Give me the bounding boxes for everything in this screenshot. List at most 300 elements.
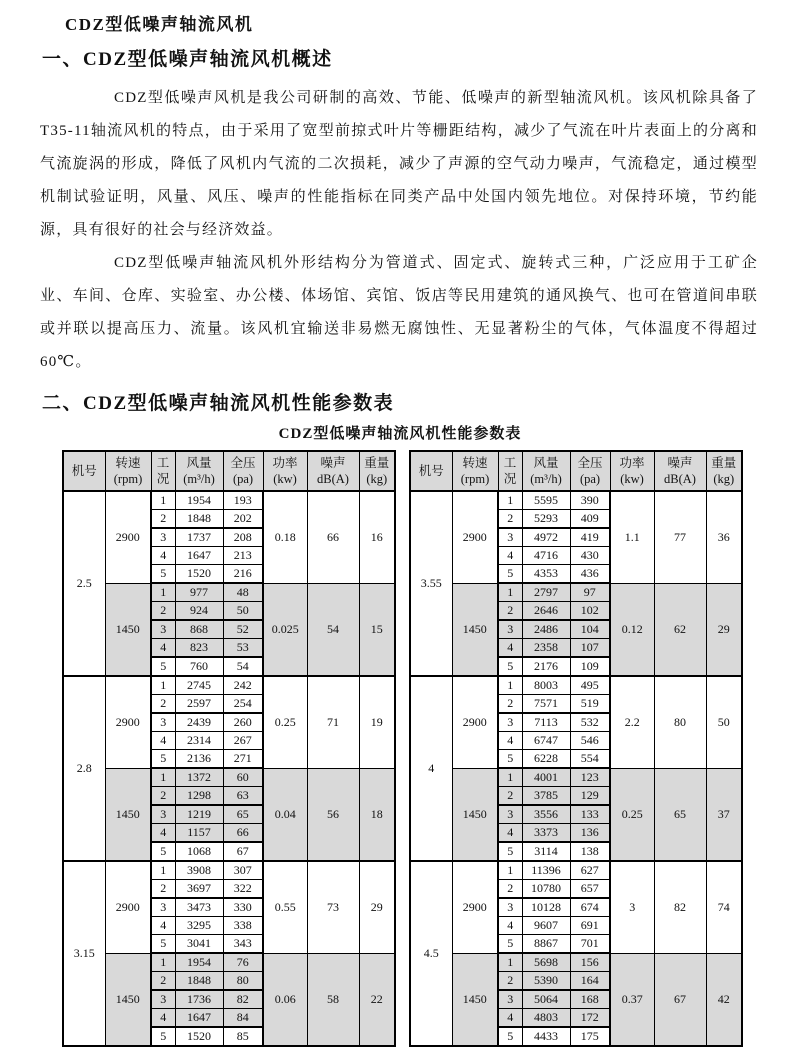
power-cell: 1.1 <box>610 491 654 583</box>
condition-cell: 1 <box>151 953 175 972</box>
pressure-cell: 436 <box>570 565 610 584</box>
model-cell: 3.15 <box>63 861 105 1046</box>
column-header-line2: (rpm) <box>113 472 143 486</box>
flow-cell: 3785 <box>522 787 570 806</box>
weight-cell: 15 <box>359 583 395 676</box>
condition-cell: 1 <box>151 768 175 787</box>
pressure-cell: 102 <box>570 602 610 621</box>
speed-cell: 2900 <box>452 491 498 583</box>
pressure-cell: 322 <box>223 880 263 899</box>
speed-cell: 1450 <box>105 953 151 1046</box>
pressure-cell: 330 <box>223 898 263 917</box>
condition-cell: 1 <box>498 491 522 510</box>
condition-cell: 2 <box>151 787 175 806</box>
condition-cell: 3 <box>498 898 522 917</box>
column-header-line1: 重量 <box>711 455 737 470</box>
condition-cell: 5 <box>498 1027 522 1046</box>
condition-cell: 2 <box>498 880 522 899</box>
column-header <box>263 451 307 491</box>
pressure-cell: 67 <box>223 842 263 861</box>
power-cell: 0.55 <box>263 861 307 953</box>
condition-cell: 2 <box>498 510 522 529</box>
pressure-cell: 172 <box>570 1009 610 1028</box>
flow-cell: 1372 <box>175 768 223 787</box>
condition-cell: 5 <box>498 750 522 769</box>
pressure-cell: 554 <box>570 750 610 769</box>
column-header-line2: (kg) <box>713 472 735 486</box>
condition-cell: 5 <box>151 935 175 954</box>
flow-cell: 8867 <box>522 935 570 954</box>
section2-heading: 二、CDZ型低噪声轴流风机性能参数表 <box>42 393 395 414</box>
column-header-line1: 噪声 <box>667 455 693 470</box>
flow-cell: 1736 <box>175 990 223 1009</box>
speed-cell: 2900 <box>452 861 498 953</box>
power-cell: 0.04 <box>263 768 307 861</box>
condition-cell: 1 <box>151 583 175 602</box>
condition-cell: 2 <box>151 880 175 899</box>
pressure-cell: 338 <box>223 917 263 935</box>
flow-cell: 8003 <box>522 676 570 695</box>
noise-cell: 58 <box>307 953 359 1046</box>
power-cell: 0.25 <box>263 676 307 768</box>
pressure-cell: 271 <box>223 750 263 769</box>
pressure-cell: 52 <box>223 620 263 639</box>
column-header <box>63 451 105 491</box>
condition-cell: 4 <box>498 917 522 935</box>
pressure-cell: 701 <box>570 935 610 954</box>
condition-cell: 4 <box>498 1009 522 1028</box>
condition-cell: 2 <box>498 695 522 714</box>
flow-cell: 11396 <box>522 861 570 880</box>
condition-cell: 5 <box>498 657 522 676</box>
column-header <box>359 451 395 491</box>
column-header <box>498 451 522 491</box>
pressure-cell: 495 <box>570 676 610 695</box>
flow-cell: 5390 <box>522 972 570 991</box>
speed-cell: 1450 <box>452 953 498 1046</box>
noise-cell: 80 <box>654 676 706 768</box>
flow-cell: 5064 <box>522 990 570 1009</box>
weight-cell: 16 <box>359 491 395 583</box>
model-cell: 3.55 <box>410 491 452 676</box>
condition-cell: 2 <box>151 695 175 714</box>
column-header-line1: 噪声 <box>320 455 346 470</box>
section1-heading: 一、CDZ型低噪声轴流风机概述 <box>42 49 333 70</box>
noise-cell: 56 <box>307 768 359 861</box>
noise-cell: 73 <box>307 861 359 953</box>
flow-cell: 1954 <box>175 953 223 972</box>
pressure-cell: 260 <box>223 713 263 732</box>
condition-cell: 1 <box>498 861 522 880</box>
speed-cell: 1450 <box>452 768 498 861</box>
table-row <box>63 491 395 510</box>
flow-cell: 2176 <box>522 657 570 676</box>
condition-cell: 3 <box>498 620 522 639</box>
condition-cell: 5 <box>498 935 522 954</box>
flow-cell: 5293 <box>522 510 570 529</box>
pressure-cell: 343 <box>223 935 263 954</box>
condition-cell: 1 <box>498 768 522 787</box>
column-header-line1: 全压 <box>577 455 603 470</box>
table-row <box>63 676 395 695</box>
condition-cell: 1 <box>151 861 175 880</box>
flow-cell: 1954 <box>175 491 223 510</box>
flow-cell: 3041 <box>175 935 223 954</box>
column-header-line2: 况 <box>503 472 517 486</box>
pressure-cell: 307 <box>223 861 263 880</box>
flow-cell: 1520 <box>175 565 223 584</box>
flow-cell: 1848 <box>175 972 223 991</box>
flow-cell: 2314 <box>175 732 223 750</box>
overview-paragraph-1: CDZ型低噪声风机是我公司研制的高效、节能、低噪声的新型轴流风机。该风机除具备了T35-11轴流风机的特点，由于采用了宽型前掠式叶片等栅距结构，减少了气流在叶片表面上的分离和气流旋涡的形成，降低了风机内气流的二次损耗，减少了声源的空气动力噪声，气流稳定，通过模型机制试验证明，风量、风压、噪声的性能指标在同类产品中处国内领先地位。对保持环境，节约能源，具有很好的社会与经济效益。 <box>40 90 758 238</box>
column-header <box>522 451 570 491</box>
table-row <box>410 676 742 695</box>
table-caption: CDZ型低噪声轴流风机性能参数表 <box>278 426 522 442</box>
speed-cell: 1450 <box>452 583 498 676</box>
table-row <box>410 491 742 510</box>
column-header-line1: 功率 <box>619 455 645 470</box>
condition-cell: 3 <box>498 805 522 824</box>
performance-table-left <box>62 450 396 1047</box>
column-header <box>452 451 498 491</box>
flow-cell: 2646 <box>522 602 570 621</box>
model-cell: 4.5 <box>410 861 452 1046</box>
noise-cell: 62 <box>654 583 706 676</box>
condition-cell: 2 <box>498 787 522 806</box>
noise-cell: 67 <box>654 953 706 1046</box>
pressure-cell: 546 <box>570 732 610 750</box>
column-header <box>706 451 742 491</box>
column-header-line1: 机号 <box>418 463 444 478</box>
table-row <box>63 583 395 602</box>
flow-cell: 4353 <box>522 565 570 584</box>
condition-cell: 4 <box>151 547 175 565</box>
weight-cell: 50 <box>706 676 742 768</box>
flow-cell: 868 <box>175 620 223 639</box>
weight-cell: 22 <box>359 953 395 1046</box>
flow-cell: 4716 <box>522 547 570 565</box>
model-cell: 2.5 <box>63 491 105 676</box>
condition-cell: 3 <box>151 620 175 639</box>
pressure-cell: 519 <box>570 695 610 714</box>
pressure-cell: 138 <box>570 842 610 861</box>
speed-cell: 2900 <box>105 861 151 953</box>
condition-cell: 3 <box>151 898 175 917</box>
flow-cell: 2136 <box>175 750 223 769</box>
pressure-cell: 109 <box>570 657 610 676</box>
flow-cell: 2797 <box>522 583 570 602</box>
pressure-cell: 419 <box>570 528 610 547</box>
weight-cell: 36 <box>706 491 742 583</box>
pressure-cell: 208 <box>223 528 263 547</box>
pressure-cell: 242 <box>223 676 263 695</box>
flow-cell: 10780 <box>522 880 570 899</box>
table-row <box>410 768 742 787</box>
condition-cell: 1 <box>151 491 175 510</box>
pressure-cell: 627 <box>570 861 610 880</box>
condition-cell: 4 <box>498 639 522 658</box>
power-cell: 0.06 <box>263 953 307 1046</box>
pressure-cell: 133 <box>570 805 610 824</box>
condition-cell: 3 <box>151 990 175 1009</box>
header-row <box>63 451 395 491</box>
pressure-cell: 390 <box>570 491 610 510</box>
pressure-cell: 254 <box>223 695 263 714</box>
condition-cell: 3 <box>498 990 522 1009</box>
column-header-line2: dB(A) <box>664 472 696 486</box>
column-header <box>151 451 175 491</box>
condition-cell: 3 <box>498 713 522 732</box>
flow-cell: 1219 <box>175 805 223 824</box>
column-header-line2: (m³/h) <box>530 472 562 486</box>
condition-cell: 1 <box>151 676 175 695</box>
column-header <box>410 451 452 491</box>
flow-cell: 2745 <box>175 676 223 695</box>
model-cell: 4 <box>410 676 452 861</box>
table-row <box>63 953 395 972</box>
flow-cell: 2597 <box>175 695 223 714</box>
pressure-cell: 76 <box>223 953 263 972</box>
column-header <box>105 451 151 491</box>
power-cell: 2.2 <box>610 676 654 768</box>
pressure-cell: 202 <box>223 510 263 529</box>
flow-cell: 3697 <box>175 880 223 899</box>
flow-cell: 6228 <box>522 750 570 769</box>
speed-cell: 1450 <box>105 583 151 676</box>
condition-cell: 2 <box>151 602 175 621</box>
flow-cell: 924 <box>175 602 223 621</box>
pressure-cell: 532 <box>570 713 610 732</box>
performance-table-right-mount <box>409 450 743 1047</box>
power-cell: 0.37 <box>610 953 654 1046</box>
weight-cell: 37 <box>706 768 742 861</box>
pressure-cell: 193 <box>223 491 263 510</box>
condition-cell: 4 <box>151 1009 175 1028</box>
column-header-line2: dB(A) <box>317 472 349 486</box>
condition-cell: 3 <box>151 805 175 824</box>
pressure-cell: 129 <box>570 787 610 806</box>
table-row <box>410 953 742 972</box>
flow-cell: 7113 <box>522 713 570 732</box>
condition-cell: 2 <box>498 972 522 991</box>
condition-cell: 3 <box>151 528 175 547</box>
column-header-line2: (kg) <box>366 472 388 486</box>
condition-cell: 4 <box>151 639 175 658</box>
pressure-cell: 50 <box>223 602 263 621</box>
flow-cell: 1520 <box>175 1027 223 1046</box>
power-cell: 0.025 <box>263 583 307 676</box>
pressure-cell: 216 <box>223 565 263 584</box>
flow-cell: 2358 <box>522 639 570 658</box>
pressure-cell: 80 <box>223 972 263 991</box>
table-row <box>410 583 742 602</box>
pressure-cell: 84 <box>223 1009 263 1028</box>
speed-cell: 2900 <box>452 676 498 768</box>
flow-cell: 4001 <box>522 768 570 787</box>
pressure-cell: 674 <box>570 898 610 917</box>
weight-cell: 18 <box>359 768 395 861</box>
pressure-cell: 66 <box>223 824 263 843</box>
flow-cell: 3373 <box>522 824 570 843</box>
power-cell: 3 <box>610 861 654 953</box>
pressure-cell: 136 <box>570 824 610 843</box>
flow-cell: 1298 <box>175 787 223 806</box>
condition-cell: 4 <box>498 824 522 843</box>
weight-cell: 42 <box>706 953 742 1046</box>
column-header <box>223 451 263 491</box>
condition-cell: 5 <box>498 565 522 584</box>
flow-cell: 977 <box>175 583 223 602</box>
power-cell: 0.12 <box>610 583 654 676</box>
column-header <box>654 451 706 491</box>
flow-cell: 3114 <box>522 842 570 861</box>
column-header-line1: 重量 <box>364 455 390 470</box>
condition-cell: 4 <box>498 547 522 565</box>
column-header-line1: 风量 <box>533 455 559 470</box>
pressure-cell: 175 <box>570 1027 610 1046</box>
weight-cell: 74 <box>706 861 742 953</box>
pressure-cell: 123 <box>570 768 610 787</box>
weight-cell: 29 <box>359 861 395 953</box>
column-header-line1: 工 <box>156 455 170 470</box>
overview-paragraph-2: CDZ型低噪声轴流风机外形结构分为管道式、固定式、旋转式三种，广泛应用于工矿企业、车间、仓库、实验室、办公楼、体场馆、宾馆、饭店等民用建筑的通风换气、也可在管道间串联或并联以提高压力、流量。该风机宜输送非易燃无腐蚀性、无显著粉尘的气体，气体温度不得超过60℃。 <box>40 255 758 370</box>
pressure-cell: 104 <box>570 620 610 639</box>
noise-cell: 71 <box>307 676 359 768</box>
weight-cell: 19 <box>359 676 395 768</box>
power-cell: 0.25 <box>610 768 654 861</box>
condition-cell: 4 <box>151 917 175 935</box>
flow-cell: 2439 <box>175 713 223 732</box>
table-row <box>63 768 395 787</box>
table-row <box>410 861 742 880</box>
flow-cell: 4803 <box>522 1009 570 1028</box>
pressure-cell: 168 <box>570 990 610 1009</box>
flow-cell: 2486 <box>522 620 570 639</box>
pressure-cell: 213 <box>223 547 263 565</box>
document-title: CDZ型低噪声轴流风机 <box>65 15 254 34</box>
noise-cell: 66 <box>307 491 359 583</box>
flow-cell: 823 <box>175 639 223 658</box>
flow-cell: 1737 <box>175 528 223 547</box>
flow-cell: 3473 <box>175 898 223 917</box>
flow-cell: 6747 <box>522 732 570 750</box>
column-header-line1: 工 <box>503 455 517 470</box>
condition-cell: 2 <box>151 510 175 529</box>
condition-cell: 3 <box>498 528 522 547</box>
column-header-line2: 况 <box>156 472 170 486</box>
speed-cell: 1450 <box>105 768 151 861</box>
performance-table-right <box>409 450 743 1047</box>
condition-cell: 2 <box>498 602 522 621</box>
pressure-cell: 107 <box>570 639 610 658</box>
pressure-cell: 691 <box>570 917 610 935</box>
condition-cell: 1 <box>498 953 522 972</box>
column-header-line1: 转速 <box>115 455 141 470</box>
condition-cell: 4 <box>151 824 175 843</box>
column-header-line2: (kw) <box>620 472 644 486</box>
condition-cell: 5 <box>151 750 175 769</box>
flow-cell: 5698 <box>522 953 570 972</box>
pressure-cell: 53 <box>223 639 263 658</box>
flow-cell: 4433 <box>522 1027 570 1046</box>
table-row <box>63 861 395 880</box>
condition-cell: 5 <box>498 842 522 861</box>
flow-cell: 3295 <box>175 917 223 935</box>
weight-cell: 29 <box>706 583 742 676</box>
pressure-cell: 60 <box>223 768 263 787</box>
pressure-cell: 267 <box>223 732 263 750</box>
pressure-cell: 54 <box>223 657 263 676</box>
condition-cell: 4 <box>498 732 522 750</box>
speed-cell: 2900 <box>105 676 151 768</box>
column-header <box>307 451 359 491</box>
pressure-cell: 82 <box>223 990 263 1009</box>
tables-container <box>62 450 800 1047</box>
flow-cell: 1848 <box>175 510 223 529</box>
condition-cell: 1 <box>498 676 522 695</box>
pressure-cell: 430 <box>570 547 610 565</box>
condition-cell: 2 <box>151 972 175 991</box>
condition-cell: 5 <box>151 1027 175 1046</box>
pressure-cell: 164 <box>570 972 610 991</box>
model-cell: 2.8 <box>63 676 105 861</box>
condition-cell: 1 <box>498 583 522 602</box>
condition-cell: 5 <box>151 842 175 861</box>
flow-cell: 10128 <box>522 898 570 917</box>
column-header-line1: 风量 <box>186 455 212 470</box>
pressure-cell: 409 <box>570 510 610 529</box>
flow-cell: 4972 <box>522 528 570 547</box>
pressure-cell: 48 <box>223 583 263 602</box>
performance-table-left-mount <box>62 450 396 1047</box>
noise-cell: 54 <box>307 583 359 676</box>
pressure-cell: 156 <box>570 953 610 972</box>
column-header-line2: (pa) <box>232 472 254 486</box>
condition-cell: 5 <box>151 657 175 676</box>
column-header-line2: (rpm) <box>460 472 490 486</box>
flow-cell: 3908 <box>175 861 223 880</box>
pressure-cell: 63 <box>223 787 263 806</box>
column-header-line2: (m³/h) <box>183 472 215 486</box>
pressure-cell: 97 <box>570 583 610 602</box>
column-header-line1: 全压 <box>230 455 256 470</box>
power-cell: 0.18 <box>263 491 307 583</box>
column-header <box>610 451 654 491</box>
flow-cell: 1157 <box>175 824 223 843</box>
noise-cell: 77 <box>654 491 706 583</box>
noise-cell: 65 <box>654 768 706 861</box>
column-header <box>570 451 610 491</box>
condition-cell: 4 <box>151 732 175 750</box>
pressure-cell: 657 <box>570 880 610 899</box>
flow-cell: 5595 <box>522 491 570 510</box>
flow-cell: 1647 <box>175 1009 223 1028</box>
flow-cell: 9607 <box>522 917 570 935</box>
column-header-line2: (kw) <box>273 472 297 486</box>
column-header-line2: (pa) <box>579 472 601 486</box>
flow-cell: 760 <box>175 657 223 676</box>
pressure-cell: 85 <box>223 1027 263 1046</box>
column-header-line1: 机号 <box>71 463 97 478</box>
flow-cell: 7571 <box>522 695 570 714</box>
pressure-cell: 65 <box>223 805 263 824</box>
noise-cell: 82 <box>654 861 706 953</box>
condition-cell: 3 <box>151 713 175 732</box>
column-header-line1: 功率 <box>272 455 298 470</box>
header-row <box>410 451 742 491</box>
flow-cell: 1647 <box>175 547 223 565</box>
speed-cell: 2900 <box>105 491 151 583</box>
